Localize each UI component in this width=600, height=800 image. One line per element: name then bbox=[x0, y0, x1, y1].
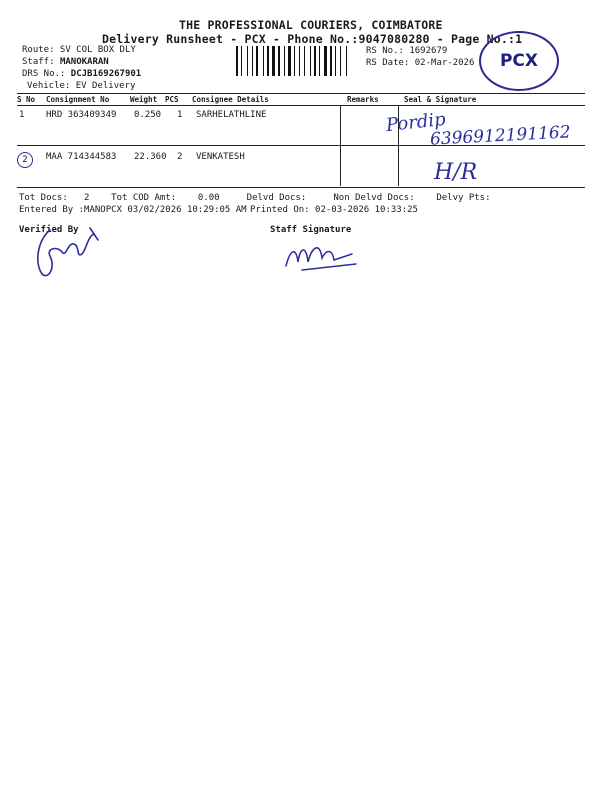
row1-handwritten-signature: Pordip bbox=[385, 108, 447, 137]
company-title: THE PROFESSIONAL COURIERS, COIMBATORE bbox=[179, 18, 443, 32]
entered-by: Entered By :MANOPCX 03/02/2026 10:29:05 AM bbox=[19, 205, 247, 215]
row2-sno: 2 bbox=[17, 152, 33, 168]
row1-sno: 1 bbox=[19, 110, 25, 120]
barcode-bar bbox=[278, 46, 280, 76]
col-sno: S No bbox=[17, 95, 36, 104]
row2-weight: 22.360 bbox=[134, 152, 167, 162]
table-bottom-rule bbox=[17, 187, 585, 188]
staff-row bbox=[22, 57, 109, 67]
barcode-bar bbox=[252, 46, 253, 76]
printed-on: Printed On: 02-03-2026 10:33:25 bbox=[250, 205, 418, 215]
rs-date: RS Date: 02-Mar-2026 bbox=[366, 58, 475, 68]
staff-name: MANOKARAN bbox=[59, 57, 109, 67]
barcode-bar bbox=[263, 46, 264, 76]
barcode-bar bbox=[299, 46, 300, 76]
row1-pcs: 1 bbox=[177, 110, 183, 120]
barcode-bar bbox=[324, 46, 327, 76]
barcode-bar bbox=[236, 46, 238, 76]
non-delvd-docs-label: Non Delvd Docs: bbox=[333, 193, 415, 203]
barcode-bar bbox=[340, 46, 341, 76]
pcx-stamp bbox=[479, 31, 559, 91]
staff-signature-label: Staff Signature bbox=[270, 225, 352, 235]
delvy-pts-label: Delvy Pts: bbox=[436, 193, 491, 203]
verified-by-label: Verified By bbox=[19, 225, 79, 235]
barcode-bar bbox=[346, 46, 347, 76]
table-top-rule bbox=[17, 93, 585, 94]
col-remarks: Remarks bbox=[347, 95, 379, 104]
row2-consignment: MAA 714344583 bbox=[46, 152, 117, 162]
tot-cod-label: Tot COD Amt: bbox=[111, 193, 177, 203]
row1-handwritten-phone: 6396912191162 bbox=[429, 122, 572, 150]
route-text: Route: SV COL BOX DLY bbox=[22, 45, 136, 55]
barcode-bar bbox=[256, 46, 258, 76]
col-seal-signature: Seal & Signature bbox=[404, 95, 477, 104]
barcode-bar bbox=[241, 46, 242, 76]
vehicle-text: Vehicle: EV Delivery bbox=[27, 81, 136, 91]
barcode-bar bbox=[272, 46, 275, 76]
tot-docs-value: 2 bbox=[84, 193, 90, 203]
barcode-bar bbox=[247, 46, 248, 76]
barcode-bar bbox=[314, 46, 316, 76]
barcode-bar bbox=[267, 46, 269, 76]
drs-label: DRS No.: bbox=[22, 69, 66, 79]
barcode-bar bbox=[288, 46, 291, 76]
row2-pcs: 2 bbox=[177, 152, 183, 162]
col-pcs: PCS bbox=[165, 95, 179, 104]
barcode-bar bbox=[319, 46, 320, 76]
staff-signature-image bbox=[282, 236, 362, 276]
barcode-bar bbox=[284, 46, 285, 76]
barcode-bar bbox=[330, 46, 332, 76]
tot-cod-value: 0.00 bbox=[197, 193, 220, 203]
row1-weight: 0.250 bbox=[134, 110, 162, 120]
row1-consignee: SARHELATHLINE bbox=[196, 110, 267, 120]
remarks-divider bbox=[340, 106, 341, 186]
drs-row bbox=[22, 69, 141, 79]
barcode-bar bbox=[304, 46, 305, 76]
delvd-docs-label: Delvd Docs: bbox=[246, 193, 307, 203]
staff-label: Staff: bbox=[22, 57, 55, 67]
row1-consignment: HRD 363409349 bbox=[46, 110, 117, 120]
tot-docs-label: Tot Docs: bbox=[19, 193, 68, 203]
verified-by-signature bbox=[28, 222, 108, 284]
runsheet-title: Delivery Runsheet - PCX - Phone No.:9047080280 - Page No.:1 bbox=[102, 32, 523, 46]
barcode-bar bbox=[310, 46, 311, 76]
barcode-bar bbox=[335, 46, 336, 76]
barcode-bar bbox=[294, 46, 295, 76]
col-consignment: Consignment No bbox=[46, 95, 110, 104]
totals-row bbox=[19, 193, 491, 203]
row2-handwritten-note: H/R bbox=[434, 160, 478, 185]
rs-number: RS No.: 1692679 bbox=[366, 46, 448, 56]
row2-consignee: VENKATESH bbox=[196, 152, 245, 162]
col-consignee: Consignee Details bbox=[192, 95, 269, 104]
barcode bbox=[236, 46, 360, 76]
drs-number: DCJB169267901 bbox=[70, 69, 142, 79]
table-header-rule bbox=[17, 105, 585, 106]
stamp-label: PCX bbox=[499, 51, 539, 71]
col-weight: Weight bbox=[130, 95, 158, 104]
